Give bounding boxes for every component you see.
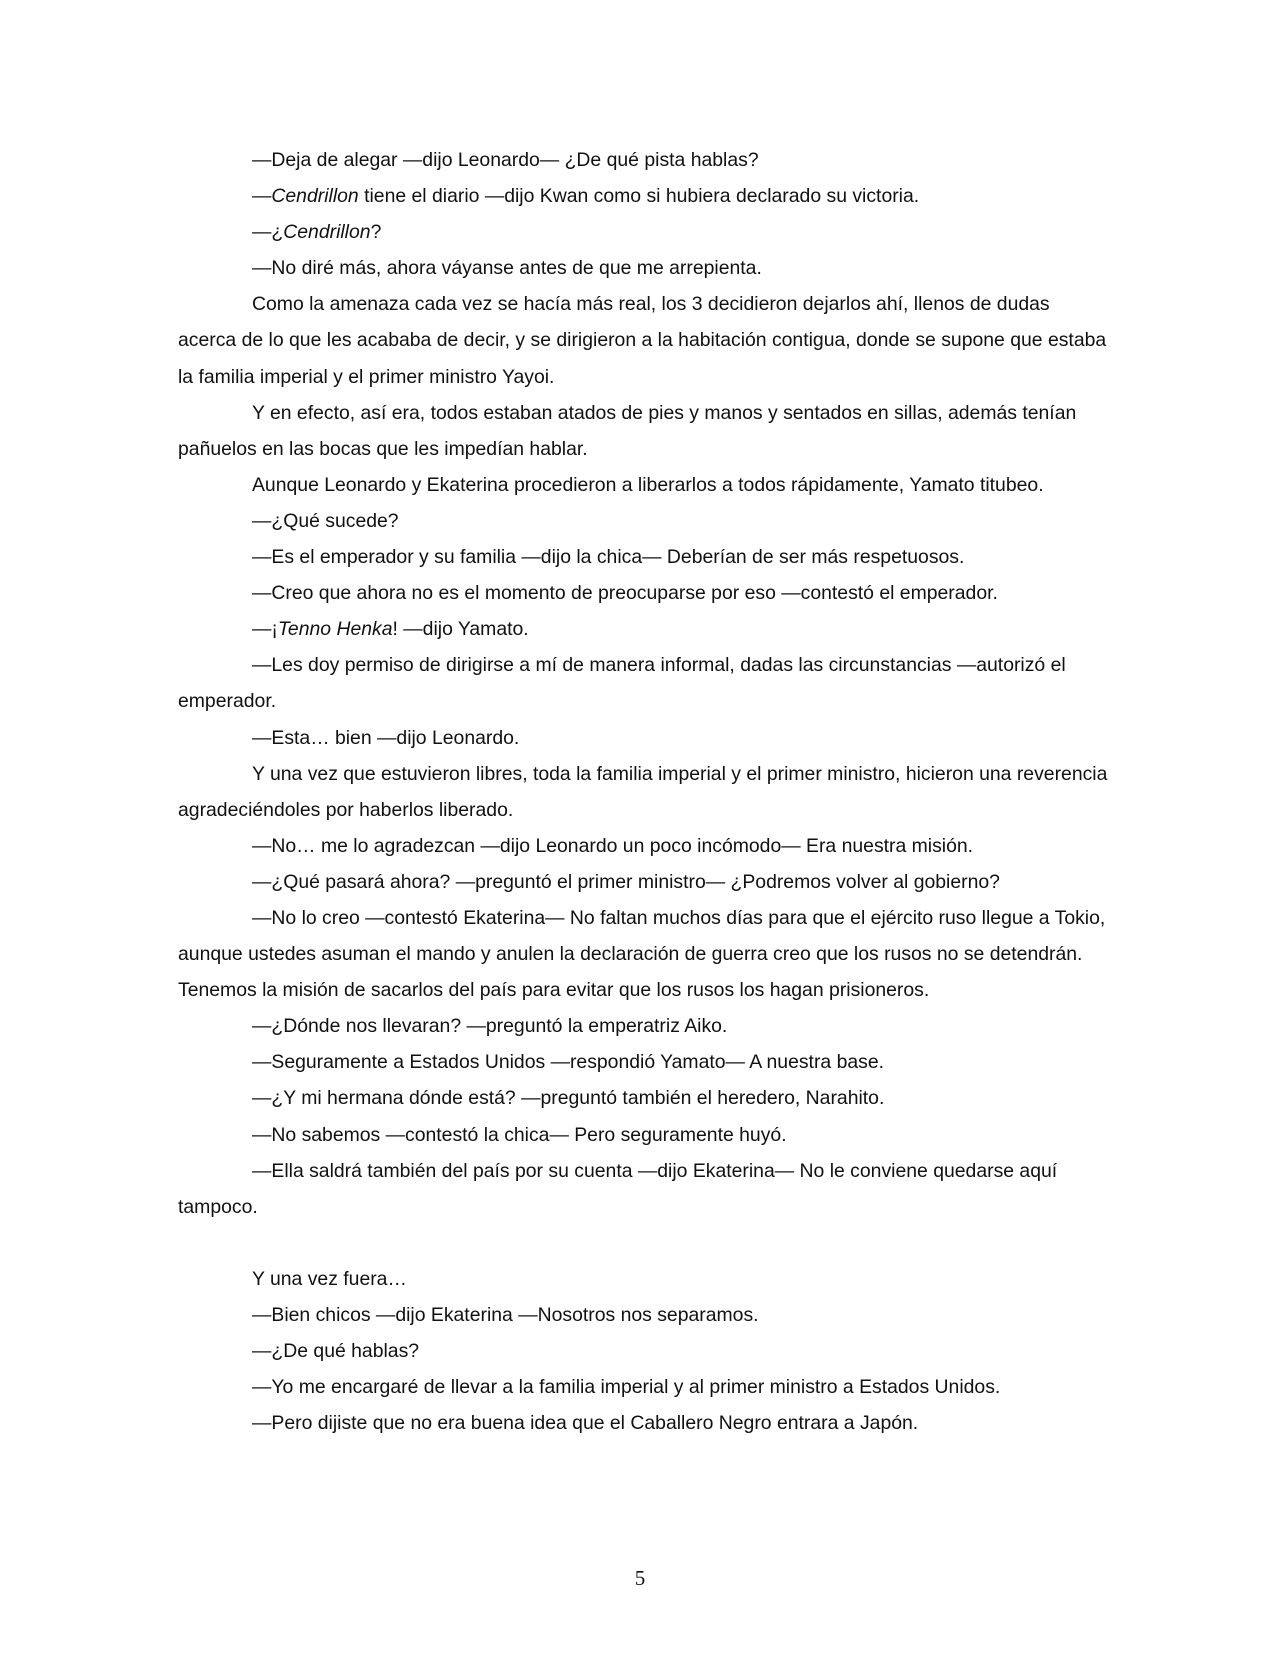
paragraph — [178, 900, 1108, 1008]
paragraph — [178, 1369, 1108, 1405]
paragraph — [178, 720, 1108, 756]
text-run: —Yo me encargaré de llevar a la familia imperial y al primer ministro a Estados Unidos. — [252, 1376, 1001, 1399]
paragraph — [178, 178, 1108, 214]
paragraph — [178, 575, 1108, 611]
paragraph — [178, 1333, 1108, 1369]
text-run: —Ella saldrá también del país por su cuenta —dijo Ekaterina— No le conviene quedarse aquí tampoco. — [178, 1159, 1058, 1218]
text-run: Aunque Leonardo y Ekaterina procedieron a liberarlos a todos rápidamente, Yamato titubeo. — [252, 473, 1044, 496]
italic-text: Tenno Henka — [277, 618, 393, 641]
text-run: —No sabemos —contestó la chica— Pero seguramente huyó. — [252, 1123, 787, 1146]
paragraph — [178, 286, 1108, 394]
text-run: Y en efecto, así era, todos estaban atados de pies y manos y sentados en sillas, además tenían pañuelos en las bocas que les impedían hablar. — [178, 401, 1077, 460]
text-run: —Es el emperador y su familia —dijo la chica— Deberían de ser más respetuosos. — [252, 546, 965, 569]
italic-text: Cendrillon — [271, 185, 359, 208]
text-run: —No… me lo agradezcan —dijo Leonardo un poco incómodo— Era nuestra misión. — [252, 834, 974, 857]
text-run: ? — [370, 221, 382, 244]
text-run: Como la amenaza cada vez se hacía más real, los 3 decidieron dejarlos ahí, llenos de dudas acerca de lo que les acababa de decir, y se dirigieron a la habitación contigua, donde se supone que estaba la familia imperial y el primer ministro Yayoi. — [178, 293, 1107, 388]
text-run: ! —dijo Yamato. — [392, 618, 529, 641]
paragraph — [178, 828, 1108, 864]
italic-text: Cendrillon — [283, 221, 371, 244]
paragraph — [178, 611, 1108, 647]
paragraph — [178, 1405, 1108, 1441]
text-run: —¿Qué sucede? — [252, 509, 399, 532]
text-run: —¿Y mi hermana dónde está? —preguntó también el heredero, Narahito. — [252, 1087, 885, 1110]
paragraph — [178, 503, 1108, 539]
text-run: —Les doy permiso de dirigirse a mí de manera informal, dadas las circunstancias —autorizó el emperador. — [178, 654, 1066, 713]
text-run: —Pero dijiste que no era buena idea que el Caballero Negro entrara a Japón. — [252, 1412, 919, 1435]
text-run: — — [252, 185, 272, 208]
text-run: —Deja de alegar —dijo Leonardo— ¿De qué pista hablas? — [252, 149, 759, 171]
text-run: tiene el diario —dijo Kwan como si hubiera declarado su victoria. — [358, 185, 920, 208]
paragraph — [178, 142, 1108, 178]
paragraph — [178, 1297, 1108, 1333]
paragraph — [178, 539, 1108, 575]
text-run: —Seguramente a Estados Unidos —respondió Yamato— A nuestra base. — [252, 1051, 885, 1074]
text-run: —¡ — [252, 618, 278, 641]
paragraph — [178, 467, 1108, 503]
paragraph — [178, 1008, 1108, 1044]
paragraph-gap — [178, 1225, 1108, 1261]
page-number: 5 — [634, 1566, 646, 1590]
text-run: —No diré más, ahora váyanse antes de que me arrepienta. — [252, 257, 762, 280]
text-run: —Creo que ahora no es el momento de preocuparse por eso —contestó el emperador. — [252, 582, 998, 605]
text-run: —¿ — [252, 221, 284, 244]
paragraph — [178, 395, 1108, 467]
text-run: —¿De qué hablas? — [252, 1340, 420, 1363]
paragraph — [178, 756, 1108, 828]
text-run: —Bien chicos —dijo Ekaterina —Nosotros nos separamos. — [252, 1304, 759, 1326]
paragraph — [178, 1080, 1108, 1116]
text-run: Y una vez que estuvieron libres, toda la familia imperial y el primer ministro, hicieron una reverencia agradeciéndoles por haberlos liberado. — [178, 762, 1108, 821]
body-text — [178, 142, 1108, 1441]
paragraph — [178, 1117, 1108, 1153]
paragraph — [178, 250, 1108, 286]
text-run: —¿Qué pasará ahora? —preguntó el primer ministro— ¿Podremos volver al gobierno? — [252, 870, 1000, 893]
paragraph — [178, 864, 1108, 900]
text-run: —No lo creo —contestó Ekaterina— No faltan muchos días para que el ejército ruso llegue a Tokio, aunque ustedes asuman el mando y anulen la declaración de guerra creo que los rusos no se detendrán. Tenemos la misión de sacarlos del país para evitar que los rusos los hagan prisioneros. — [178, 906, 1106, 1002]
text-run: —Esta… bien —dijo Leonardo. — [252, 726, 520, 749]
paragraph — [178, 1261, 1108, 1297]
paragraph — [178, 1153, 1108, 1225]
text-run: —¿Dónde nos llevaran? —preguntó la emperatriz Aiko. — [252, 1015, 728, 1038]
text-run: Y una vez fuera… — [252, 1267, 407, 1290]
paragraph — [178, 214, 1108, 250]
paragraph — [178, 647, 1108, 719]
paragraph — [178, 1044, 1108, 1080]
